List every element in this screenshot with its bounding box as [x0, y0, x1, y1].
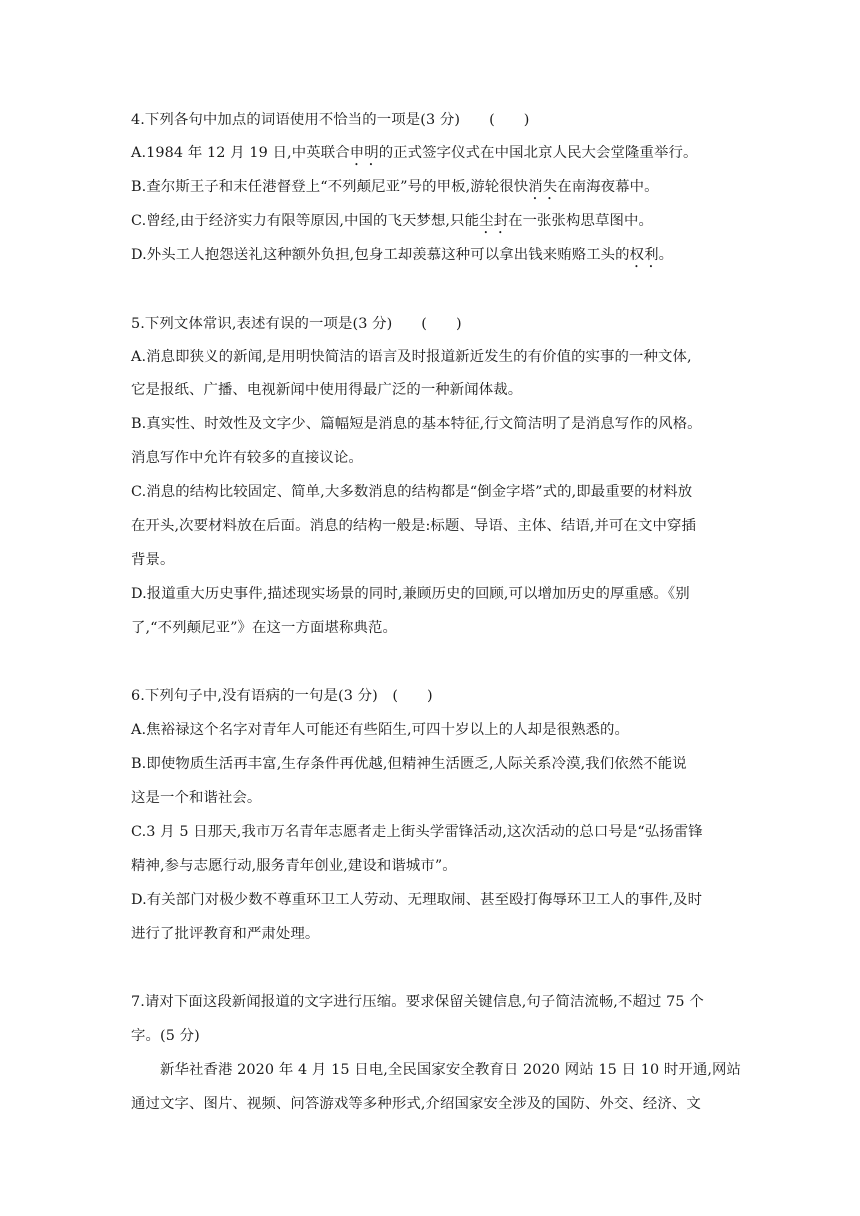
q5-option-b-line2: 消息写作中允许有较多的直接议论。 — [131, 450, 363, 466]
dotted-word: 申明 — [349, 145, 379, 161]
q7-stem-line1: 7.请对下面这段新闻报道的文字进行压缩。要求保留关键信息,句子简洁流畅,不超过 75 个 — [131, 994, 704, 1010]
q5-option-a-line2: 它是报纸、广播、电视新闻中使用得最广泛的一种新闻体裁。 — [131, 382, 523, 398]
q6-option-d-line1: D.有关部门对极少数不尊重环卫工人劳动、无理取闹、甚至殴打侮辱环卫工人的事件,及时 — [131, 892, 703, 908]
q6-option-a: A.焦裕禄这个名字对青年人可能还有些陌生,可四十岁以上的人却是很熟悉的。 — [131, 722, 630, 738]
q4-stem: 4.下列各句中加点的词语使用不恰当的一项是(3 分) ( ) — [131, 112, 530, 128]
q5-option-c-line2: 在开头,次要材料放在后面。消息的结构一般是:标题、导语、主体、结语,并可在文中穿插 — [131, 518, 696, 534]
q7-passage-line1: 新华社香港 2020 年 4 月 15 日电,全民国家安全教育日 2020 网站 15 日 10 时开通,网站 — [160, 1062, 742, 1078]
dotted-word: 尘封 — [479, 213, 509, 229]
q6-option-b-line1: B.即使物质生活再丰富,生存条件再优越,但精神生活匮乏,人际关系冷漠,我们依然不能说 — [131, 756, 687, 772]
q7-passage-line2: 通过文字、图片、视频、问答游戏等多种形式,介绍国家安全涉及的国防、外交、经济、文 — [131, 1096, 701, 1112]
q5-option-a-line1: A.消息即狭义的新闻,是用明快简洁的语言及时报道新近发生的有价值的实事的一种文体, — [131, 349, 692, 365]
q4-option-c: C.曾经,由于经济实力有限等原因,中国的飞天梦想,只能尘封在一张张构思草图中。 — [131, 213, 653, 229]
q7-stem-line2: 字。(5 分) — [131, 1028, 200, 1044]
q6-option-b-line2: 这是一个和谐社会。 — [131, 790, 262, 806]
q4-option-d: D.外头工人抱怨送礼这种额外负担,包身工却羡慕这种可以拿出钱来贿赂工头的权利。 — [131, 247, 674, 263]
q4-option-a: A.1984 年 12 月 19 日,中英联合申明的正式签字仪式在中国北京人民大会堂隆重举行。 — [131, 145, 698, 161]
q6-option-c-line2: 精神,参与志愿行动,服务青年创业,建设和谐城市”。 — [131, 858, 457, 874]
q6-option-d-line2: 进行了批评教育和严肃处理。 — [131, 926, 320, 942]
q5-option-d-line2: 了,“不列颠尼亚”》在这一方面堪称典范。 — [131, 620, 397, 636]
dotted-word: 权利 — [629, 247, 659, 263]
q6-stem: 6.下列句子中,没有语病的一句是(3 分) ( ) — [131, 688, 433, 704]
dotted-word: 消失 — [528, 179, 558, 195]
q5-stem: 5.下列文体常识,表述有误的一项是(3 分) ( ) — [131, 316, 462, 332]
q5-option-c-line1: C.消息的结构比较固定、简单,大多数消息的结构都是“倒金字塔”式的,即最重要的材料放 — [131, 484, 693, 500]
q6-option-c-line1: C.3 月 5 日那天,我市万名青年志愿者走上街头学雷锋活动,这次活动的总口号是“弘扬雷锋 — [131, 824, 703, 840]
q4-option-b: B.查尔斯王子和末任港督登上“不列颠尼亚”号的甲板,游轮很快消失在南海夜幕中。 — [131, 179, 659, 195]
q5-option-d-line1: D.报道重大历史事件,描述现实场景的同时,兼顾历史的回顾,可以增加历史的厚重感。《别 — [131, 586, 690, 602]
q5-option-b-line1: B.真实性、时效性及文字少、篇幅短是消息的基本特征,行文简洁明了是消息写作的风格。 — [131, 416, 702, 432]
q5-option-c-line3: 背景。 — [131, 552, 175, 568]
